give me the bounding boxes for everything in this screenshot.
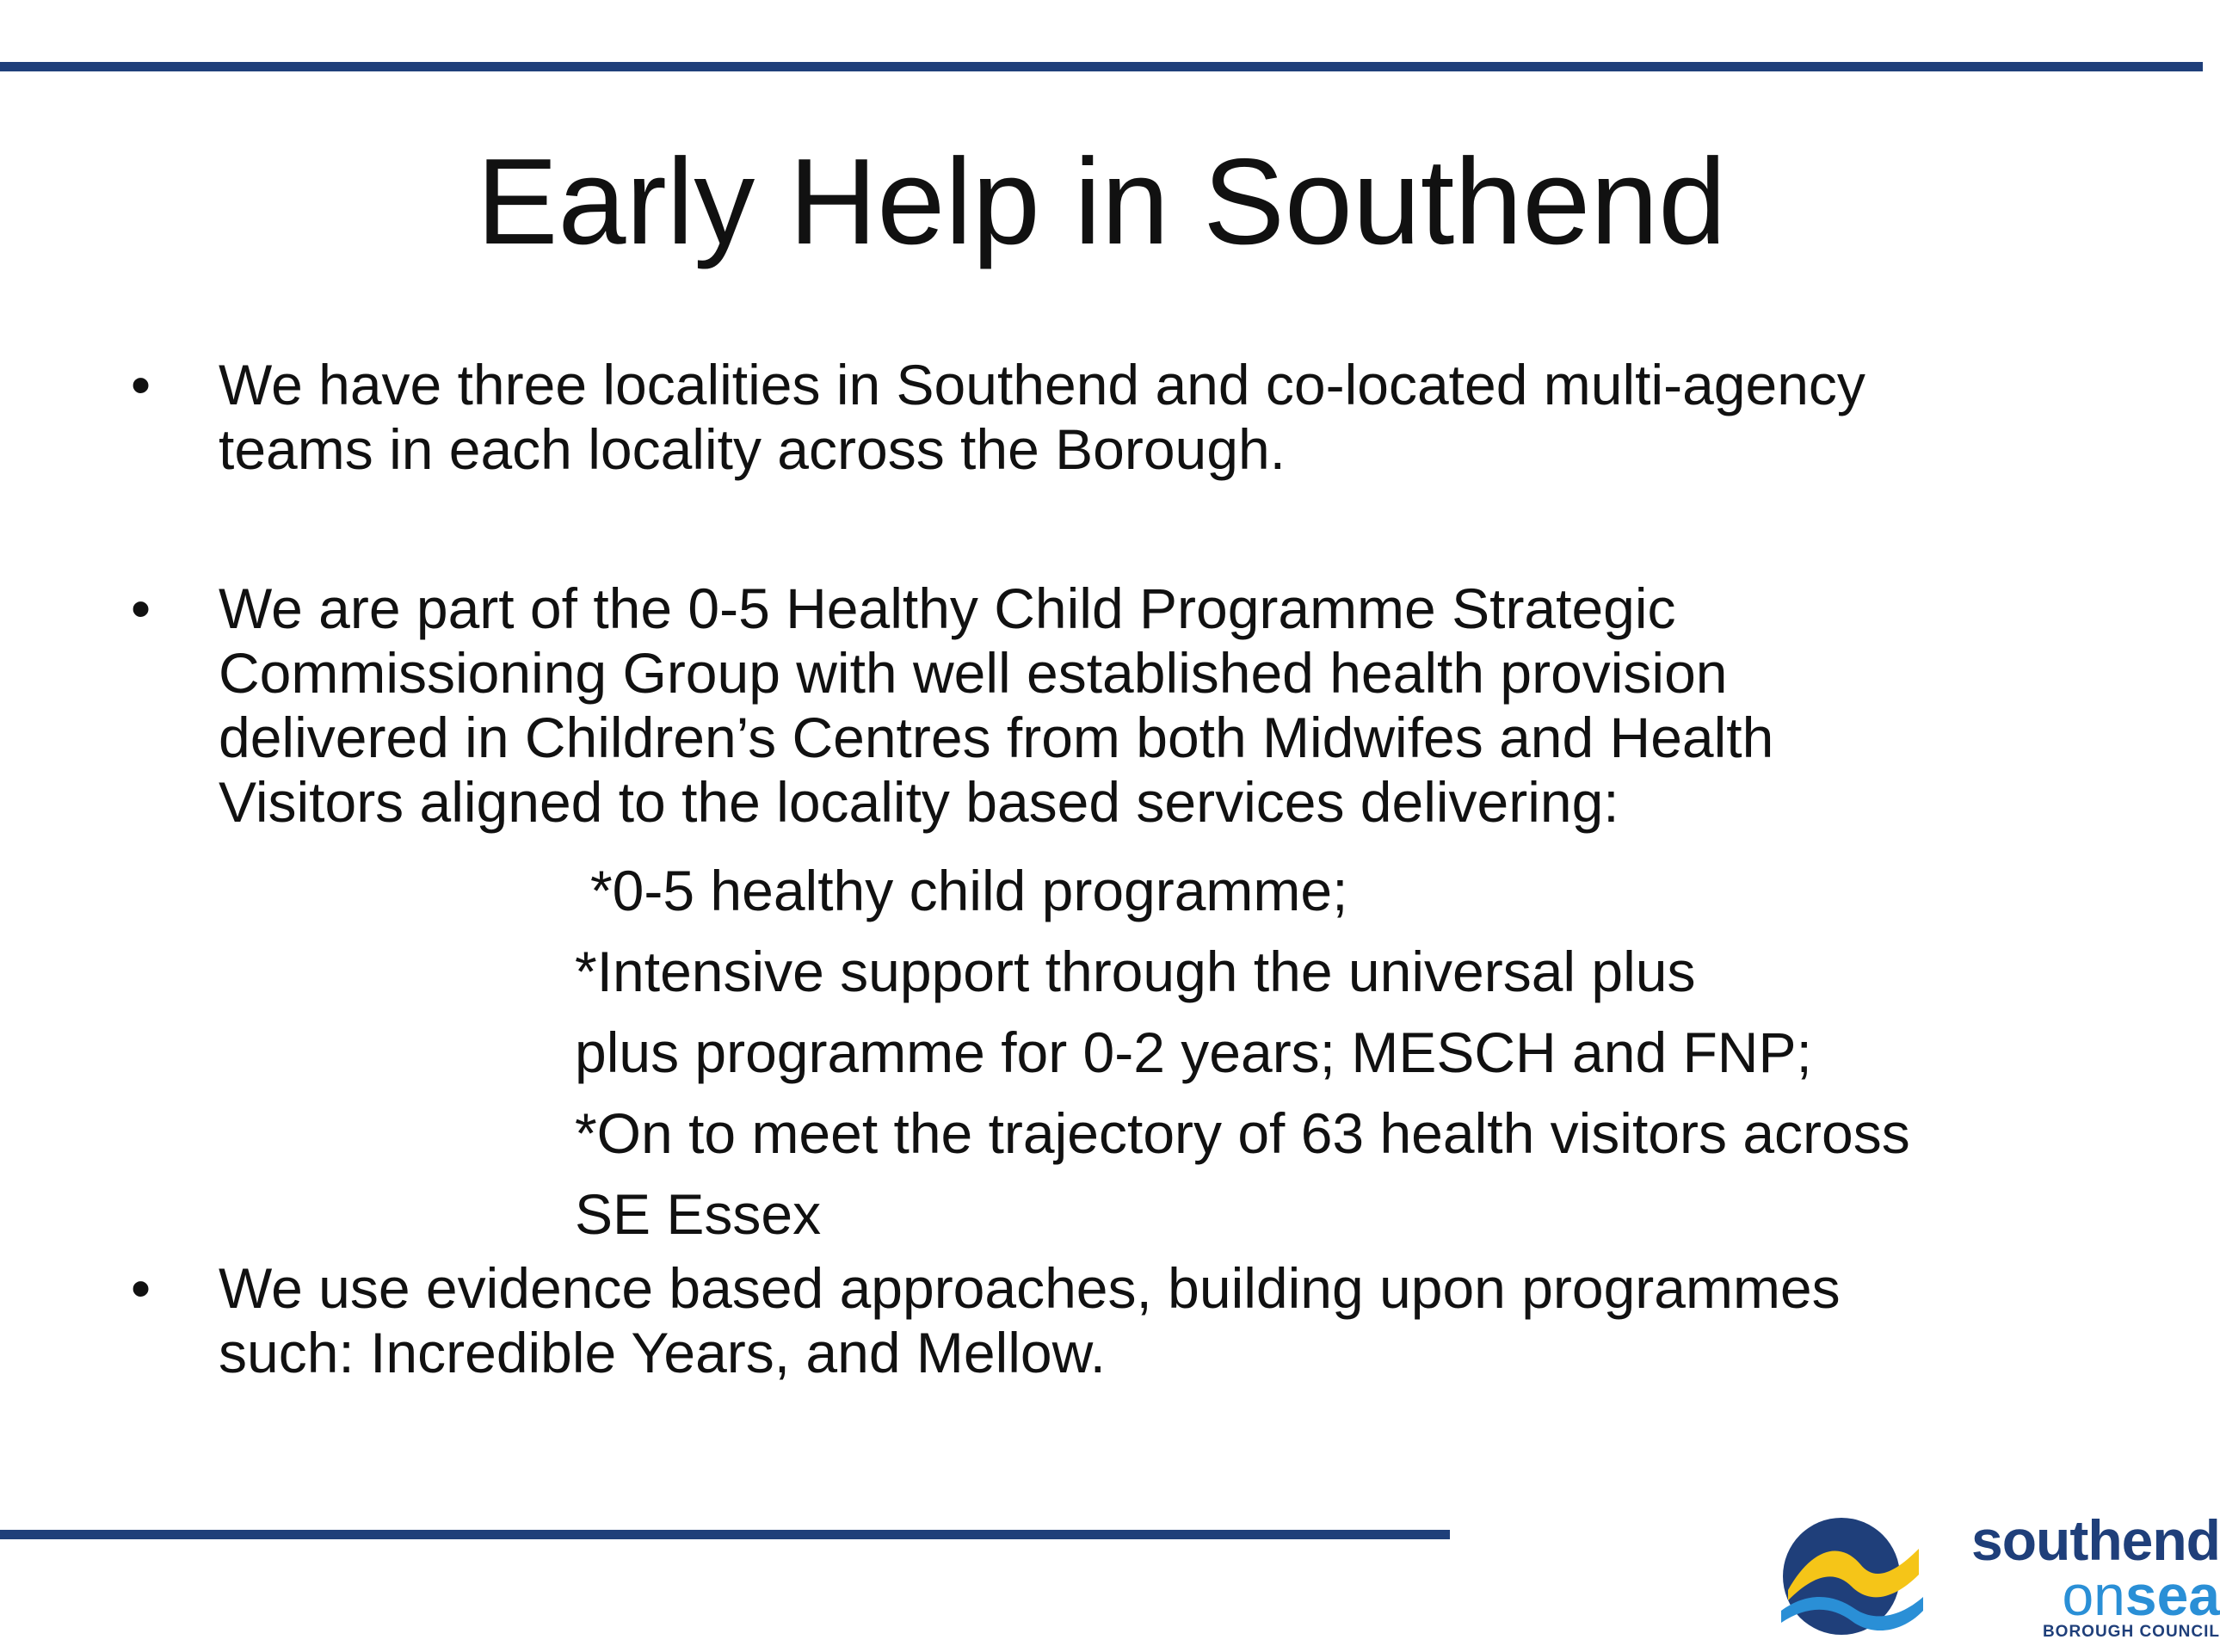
logo-borough-council: BOROUGH COUNCIL bbox=[2042, 1623, 2220, 1641]
sublist-line: *Intensive support through the universal plus bbox=[575, 940, 1696, 1003]
bullet-marker: • bbox=[131, 1256, 151, 1320]
bullet-item bbox=[129, 353, 2108, 482]
bullet-marker: • bbox=[131, 353, 151, 416]
bullet-item bbox=[129, 1256, 2108, 1385]
logo-word-onsea: onsea bbox=[2062, 1563, 2220, 1627]
bullet-text-line: delivered in Children’s Centres from both Midwifes and Health bbox=[219, 706, 1774, 769]
bullet-text-line: We are part of the 0-5 Healthy Child Programme Strategic bbox=[219, 576, 1676, 640]
bullet-text-line: Commissioning Group with well established health provision bbox=[219, 641, 1728, 705]
sublist-line: plus programme for 0-2 years; MESCH and FNP; bbox=[575, 1020, 1812, 1084]
bullet-text-line: We have three localities in Southend and co-located multi-agency bbox=[219, 353, 1865, 416]
slide-title: Early Help in Southend bbox=[476, 133, 1727, 270]
bullet-text-line: Visitors aligned to the locality based services delivering: bbox=[219, 770, 1619, 834]
delivery-sublist bbox=[575, 850, 2108, 1254]
sublist-line: SE Essex bbox=[575, 1182, 822, 1246]
bullet-text-line: teams in each locality across the Borough. bbox=[219, 417, 1286, 481]
bullet-text-line: such: Incredible Years, and Mellow. bbox=[219, 1321, 1106, 1384]
bullet-text-line: We use evidence based approaches, building upon programmes bbox=[219, 1256, 1841, 1320]
sublist-line: *On to meet the trajectory of 63 health visitors across bbox=[575, 1101, 1910, 1165]
southend-logo bbox=[1764, 1508, 2220, 1648]
bullet-marker: • bbox=[131, 576, 151, 640]
sublist-line: *0-5 healthy child programme; bbox=[590, 859, 1348, 922]
slide-body bbox=[129, 353, 2108, 1385]
bottom-divider bbox=[0, 1530, 1450, 1539]
top-divider bbox=[0, 62, 2203, 71]
bullet-item bbox=[129, 576, 2108, 835]
logo-word-southend: southend bbox=[1971, 1508, 2220, 1572]
